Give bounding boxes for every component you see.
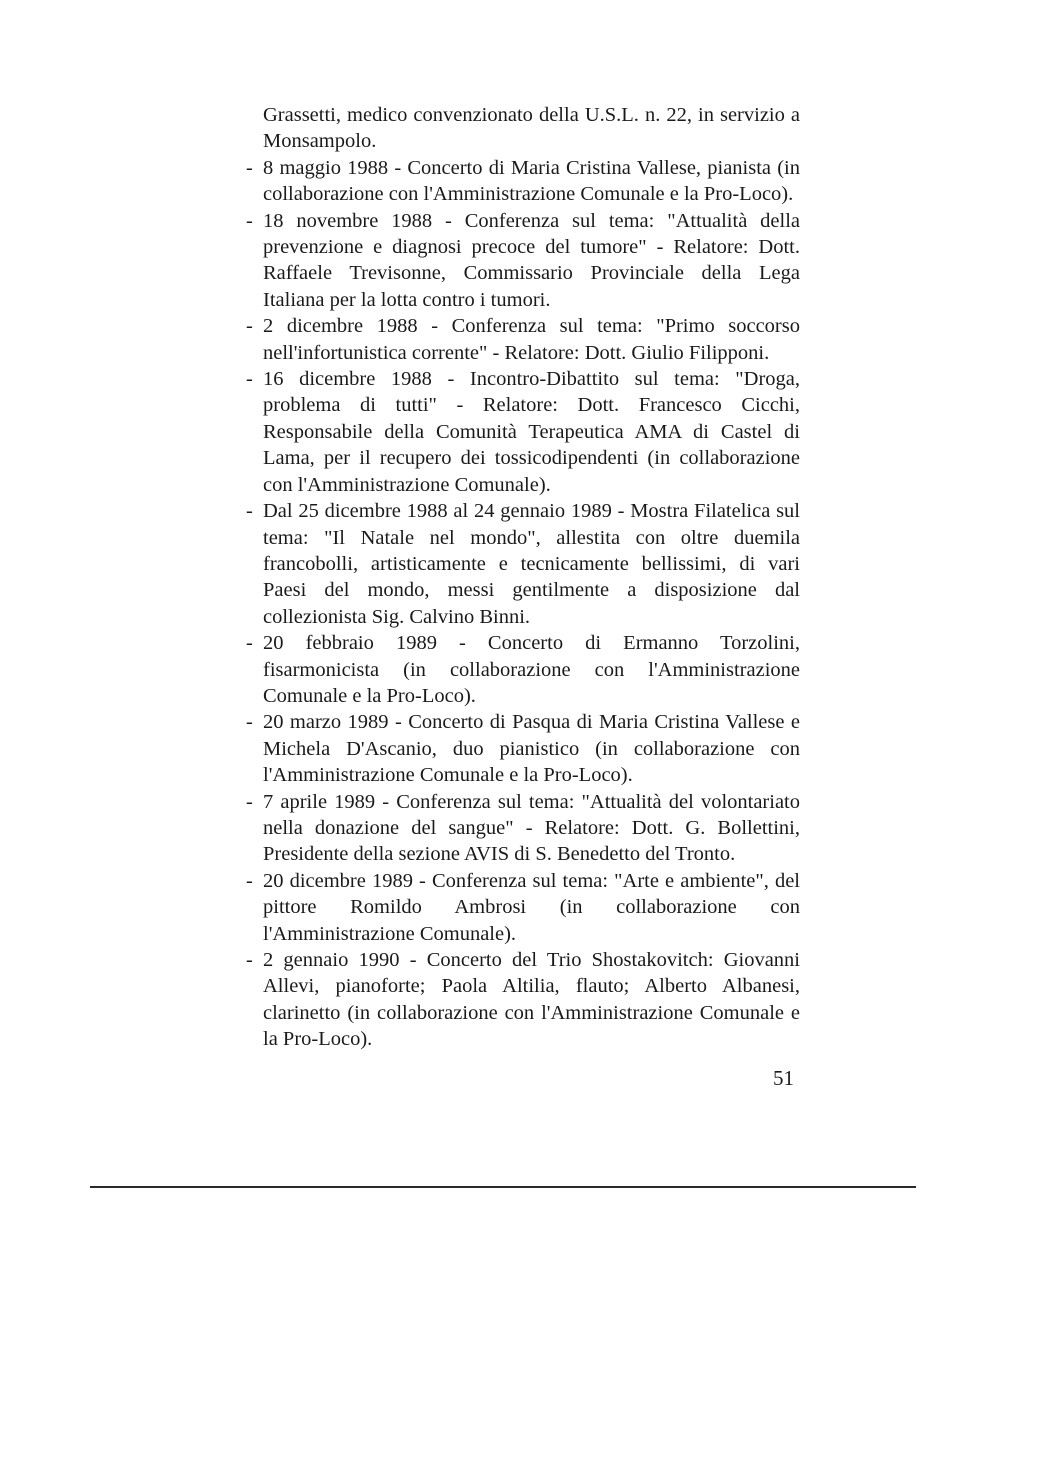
entry-text: 16 dicembre 1988 - Incontro-Dibattito sul tema: "Droga, problema di tutti" - Relatore: Dott. Francesco Cicchi, Responsabile della Comunità Terapeutica AMA di Castel di Lama, per il recupero dei tossicodipendenti (in collaborazione con l'Amministrazione Comunale). bbox=[263, 368, 800, 496]
list-dash: - bbox=[246, 711, 253, 734]
entry-text: 2 dicembre 1988 - Conferenza sul tema: "Primo soccorso nell'infortunistica corrente" - Relatore: Dott. Giulio Filipponi. bbox=[263, 315, 800, 364]
list-item bbox=[246, 947, 800, 1053]
horizontal-rule bbox=[90, 1186, 916, 1188]
entry-text: Dal 25 dicembre 1988 al 24 gennaio 1989 - Mostra Filatelica sul tema: "Il Natale nel mondo", allestita con oltre duemila francobolli, artisticamente e tecnicamente bellissimi, di vari Paesi del mondo, messi gentilmente a disposizione dal collezionista Sig. Calvino Binni. bbox=[263, 500, 800, 628]
list-item bbox=[246, 789, 800, 868]
list-dash: - bbox=[246, 949, 253, 971]
page-number: 51 bbox=[773, 1066, 794, 1090]
entry-text: 18 novembre 1988 - Conferenza sul tema: "Attualità della prevenzione e diagnosi precoce del tumore" - Relatore: Dott. Raffaele Trevisonne, Commissario Provinciale della Lega Italiana per la lotta contro i tumori. bbox=[263, 209, 800, 311]
entry-text: 2 gennaio 1990 - Concerto del Trio Shostakovitch: Giovanni Allevi, pianoforte; Paola Altilia, flauto; Alberto Albanesi, clarinetto (in collaborazione con l'Amministrazione Comunale e la Pro-Loco). bbox=[263, 949, 800, 1051]
body-text bbox=[246, 102, 800, 1053]
list-item bbox=[246, 208, 800, 314]
list-dash: - bbox=[246, 368, 253, 391]
list-item bbox=[246, 155, 800, 208]
list-item bbox=[246, 366, 800, 498]
entry-text: 20 marzo 1989 - Concerto di Pasqua di Maria Cristina Vallese e Michela D'Ascanio, duo pianistico (in collaborazione con l'Amministrazione Comunale e la Pro-Loco). bbox=[263, 711, 800, 787]
list-item bbox=[246, 498, 800, 630]
list-dash: - bbox=[246, 156, 253, 179]
intro-paragraph: Grassetti, medico convenzionato della U.S.L. n. 22, in servizio a Monsampolo. bbox=[263, 104, 800, 153]
list-item bbox=[246, 868, 800, 947]
entry-text: 20 dicembre 1989 - Conferenza sul tema: "Arte e ambiente", del pittore Romildo Ambrosi (in collaborazione con l'Amministrazione Comunale). bbox=[263, 869, 800, 945]
list-dash: - bbox=[246, 209, 253, 232]
list-item bbox=[246, 709, 800, 788]
list-dash: - bbox=[246, 790, 253, 813]
list-dash: - bbox=[246, 632, 253, 655]
list-dash: - bbox=[246, 500, 253, 523]
entry-text: 7 aprile 1989 - Conferenza sul tema: "Attualità del volontariato nella donazione del sangue" - Relatore: Dott. G. Bollettini, Presidente della sezione AVIS di S. Benedetto del Tronto. bbox=[263, 790, 800, 866]
list-item bbox=[246, 630, 800, 709]
list-dash: - bbox=[246, 869, 253, 892]
entry-text: 20 febbraio 1989 - Concerto di Ermanno Torzolini, fisarmonicista (in collaborazione con l'Amministrazione Comunale e la Pro-Loco). bbox=[263, 632, 800, 707]
list-item bbox=[246, 313, 800, 366]
entry-text: 8 maggio 1988 - Concerto di Maria Cristina Vallese, pianista (in collaborazione con l'Amministrazione Comunale e la Pro-Loco). bbox=[263, 156, 800, 206]
list-dash: - bbox=[246, 315, 253, 338]
event-list bbox=[246, 155, 800, 1053]
